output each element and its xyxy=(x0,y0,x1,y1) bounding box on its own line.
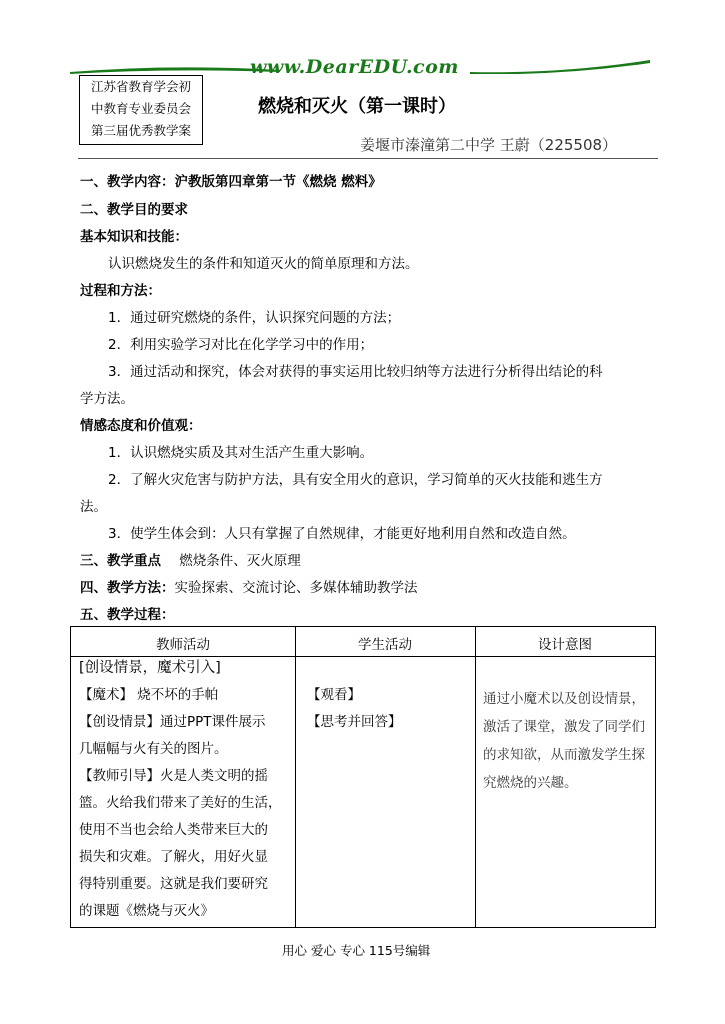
column-divider xyxy=(475,627,476,927)
list-item: 2．了解火灾危害与防护方法，具有安全用火的意识，学习简单的灭火技能和逃生方 xyxy=(108,472,603,488)
paragraph-line: 认识燃烧发生的条件和知道灭火的简单原理和方法。 xyxy=(108,256,419,272)
stamp-line: 第三届优秀教学案 xyxy=(90,123,191,138)
teacher-line: 损失和灾难。了解火，用好火显 xyxy=(79,849,268,865)
teacher-line: 【教师引导】火是人类文明的摇 xyxy=(79,768,268,784)
column-header-design: 设计意图 xyxy=(538,637,592,653)
section-heading: 一、教学内容：沪教版第四章第一节《燃烧 燃料》 xyxy=(80,174,382,190)
teacher-line: 使用不当也会给人类带来巨大的 xyxy=(79,822,268,838)
student-line: 【观看】 xyxy=(307,687,361,703)
logo-swoosh-left xyxy=(70,66,280,74)
subheading: 基本知识和技能： xyxy=(80,229,188,245)
header-divider xyxy=(78,158,658,159)
teacher-line: [创设情景，魔术引入] xyxy=(79,660,221,676)
list-item: 1．通过研究燃烧的条件，认识探究问题的方法； xyxy=(108,310,401,326)
methods-label: 四、教学方法： xyxy=(80,580,175,596)
list-item-continued: 学方法。 xyxy=(80,391,134,407)
teacher-line: 的课题《燃烧与灭火》 xyxy=(79,903,214,919)
teacher-line: 篮。火给我们带来了美好的生活， xyxy=(79,795,282,811)
key-points-line xyxy=(80,549,301,569)
site-logo: www.DearEDU.com xyxy=(250,56,459,78)
subheading: 过程和方法： xyxy=(80,283,161,299)
key-points-label: 三、教学重点 xyxy=(80,553,161,569)
teacher-line: 【魔术】 烧不坏的手帕 xyxy=(79,687,219,703)
author-line: 姜堰市溱潼第二中学 王蔚（225508） xyxy=(360,136,618,154)
student-activity-cell xyxy=(307,682,402,736)
column-divider xyxy=(295,627,296,927)
design-intent-cell: 通过小魔术以及创设情景，激活了课堂，激发了同学们的求知欲，从而激发学生探究燃烧的兴趣。 xyxy=(483,691,645,791)
student-line: 【思考并回答】 xyxy=(307,714,402,730)
teacher-line: 几幅幅与火有关的图片。 xyxy=(79,741,228,757)
award-stamp-box xyxy=(79,75,203,145)
teacher-line: 【创设情景】通过PPT课件展示 xyxy=(79,714,266,730)
key-points-value: 燃烧条件、灭火原理 xyxy=(179,553,301,569)
logo-swoosh-right xyxy=(470,60,650,74)
list-item: 2．利用实验学习对比在化学学习中的作用； xyxy=(108,337,374,353)
list-item: 3．使学生体会到：人只有掌握了自然规律，才能更好地利用自然和改造自然。 xyxy=(108,526,576,542)
subheading: 情感态度和价值观： xyxy=(80,418,202,434)
lesson-process-table xyxy=(70,626,656,928)
column-header-student: 学生活动 xyxy=(358,637,412,653)
list-item-continued: 法。 xyxy=(80,499,107,515)
stamp-line: 中教育专业委员会 xyxy=(90,101,191,116)
list-item: 3．通过活动和探究，体会对获得的事实运用比较归纳等方法进行分析得出结论的科 xyxy=(108,364,603,380)
section-heading: 二、教学目的要求 xyxy=(80,202,188,218)
methods-value: 实验探索、交流讨论、多媒体辅助教学法 xyxy=(174,580,418,596)
list-item: 1．认识燃烧实质及其对生活产生重大影响。 xyxy=(108,445,374,461)
stamp-line: 江苏省教育学会初 xyxy=(90,79,191,94)
teacher-line: 得特别重要。这就是我们要研究 xyxy=(79,876,268,892)
process-heading: 五、教学过程： xyxy=(80,607,175,623)
page-footer: 用心 爱心 专心 115号编辑 xyxy=(282,943,431,958)
column-header-teacher: 教师活动 xyxy=(156,637,210,653)
page-title: 燃烧和灭火（第一课时） xyxy=(258,96,456,117)
teacher-activity-cell xyxy=(79,655,282,925)
methods-line xyxy=(80,576,418,596)
